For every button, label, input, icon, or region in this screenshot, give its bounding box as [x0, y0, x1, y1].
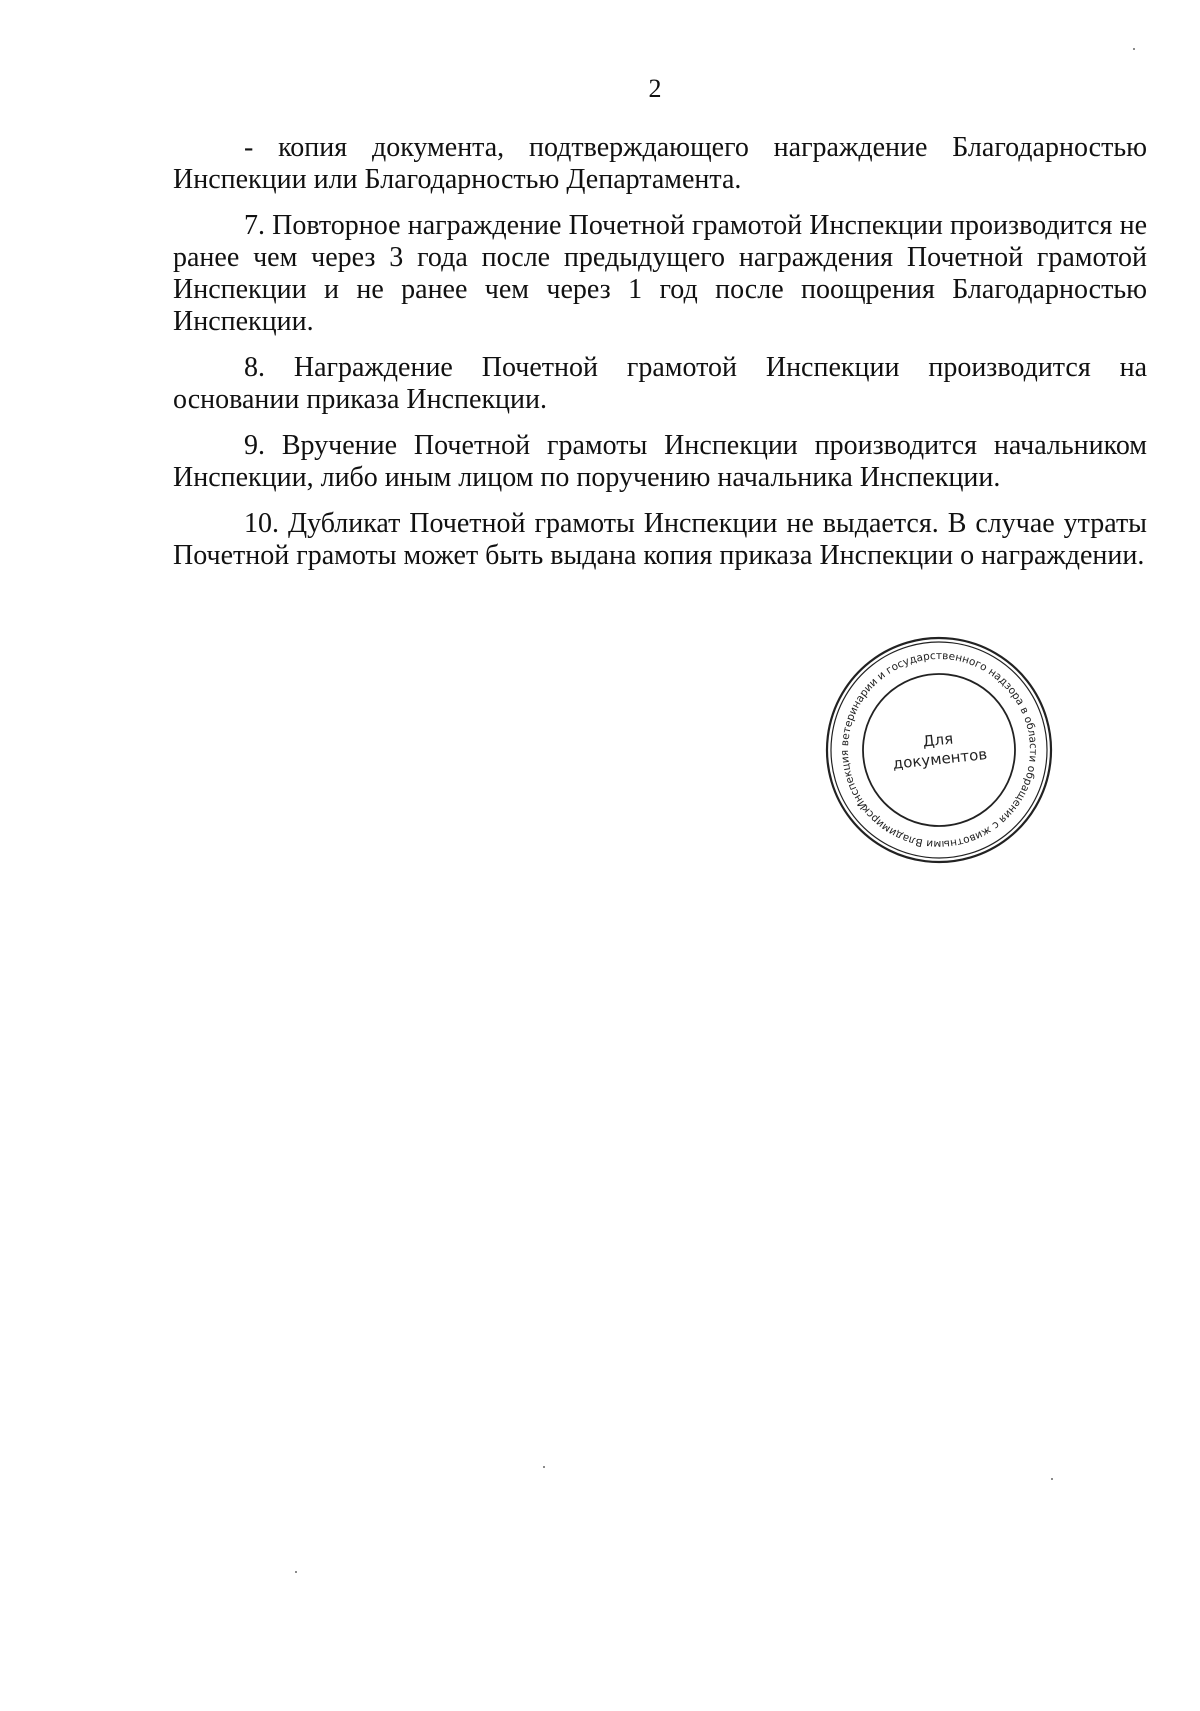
official-stamp [823, 634, 1055, 866]
paragraph-10-duplicate: 10. Дубликат Почетной грамоты Инспекции не выдается. В случае утраты Почетной грамоты может быть выдана копия приказа Инспекции о награждении. [173, 508, 1147, 571]
paragraph-7-repeat-award: 7. Повторное награждение Почетной грамотой Инспекции производится не ранее чем через 3 года после предыдущего награждения Почетной грамотой Инспекции и не ранее чем через 1 год после поощрения Благодарностью Инспекции. [173, 210, 1147, 337]
stamp-ring-text-path: Инспекция ветеринарии и государственного надзора в области обращения с животными Владимирской [838, 649, 1040, 851]
scan-speck [543, 1466, 545, 1468]
scan-speck [295, 1571, 297, 1573]
paragraph-8-award-basis: 8. Награждение Почетной грамотой Инспекции производится на основании приказа Инспекции. [173, 352, 1147, 415]
stamp-center-line-1: Для [921, 729, 954, 751]
document-body [173, 132, 1147, 586]
paragraph-copy-of-document: - копия документа, подтверждающего награждение Благодарностью Инспекции или Благодарностью Департамента. [173, 132, 1147, 195]
page-number: 2 [648, 74, 662, 103]
stamp-center-line-2: документов [891, 745, 988, 773]
scan-speck [1051, 1478, 1053, 1480]
paragraph-9-presentation: 9. Вручение Почетной грамоты Инспекции производится начальником Инспекции, либо иным лицом по поручению начальника Инспекции. [173, 430, 1147, 493]
scan-speck [1133, 48, 1135, 50]
